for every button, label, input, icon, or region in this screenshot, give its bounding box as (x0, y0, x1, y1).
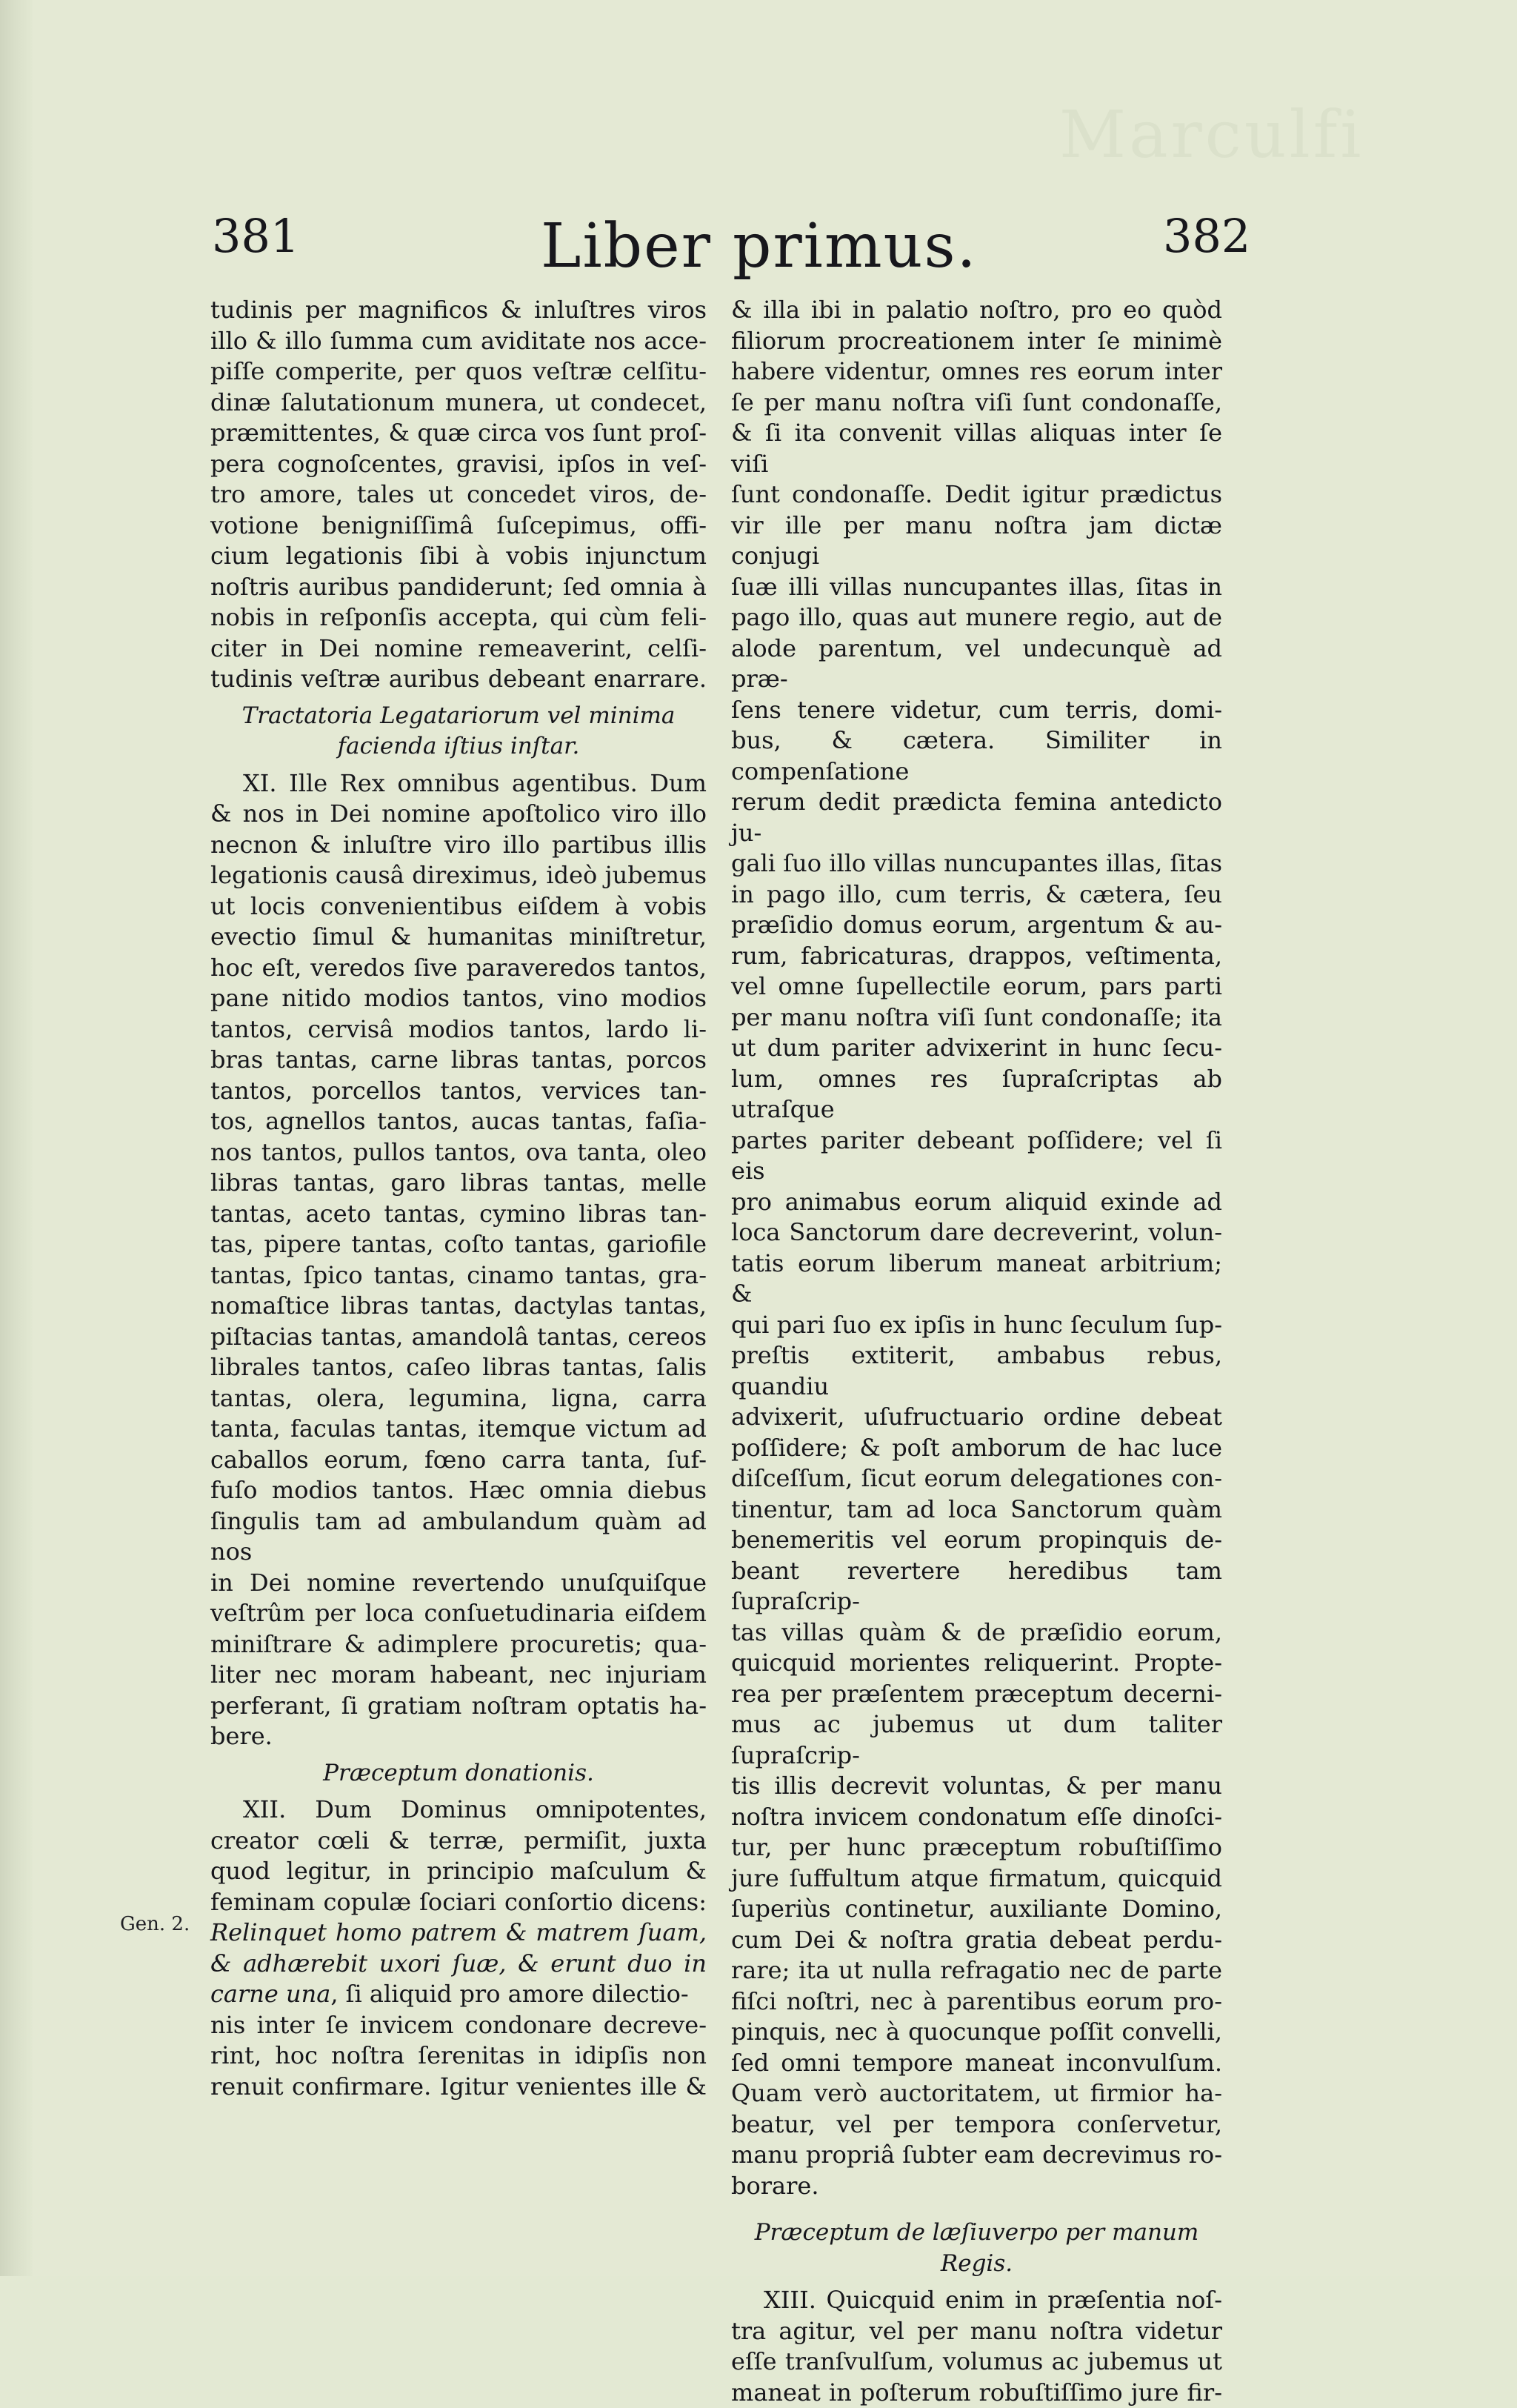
paragraph-xiii (731, 2285, 1222, 2408)
text-line: noſtra invicem condonatum eſſe dinoſci- (731, 1802, 1222, 1833)
text-line: bras tantas, carne libras tantas, porcos (210, 1045, 707, 1076)
text-line: piſſe comperite, per quos veſtræ celſitu- (210, 356, 707, 388)
text-line: ſe per manu noſtra viſi ſunt condonaſſe, (731, 388, 1222, 419)
text-line: præmittentes, & quæ circa vos ſunt proſ- (210, 418, 707, 449)
heading-line: Tractatoria Legatariorum vel minima (210, 701, 707, 732)
text-line: tas villas quàm & de præſidio eorum, (731, 1617, 1222, 1649)
text-line: tas, pipere tantas, coſto tantas, gariofile (210, 1229, 707, 1260)
text-line: necnon & inluſtre viro illo partibus illis (210, 830, 707, 861)
text-line: librales tantos, caſeo libras tantas, ſalis (210, 1352, 707, 1383)
text-line: fuſo modios tantos. Hæc omnia diebus (210, 1475, 707, 1506)
text-line: fiſci noſtri, nec à parentibus eorum pro- (731, 1986, 1222, 2018)
text-line: hoc eſt, veredos ſive paraveredos tantos, (210, 953, 707, 984)
text-line: pinquis, nec à quocunque poſſit convelli, (731, 2017, 1222, 2048)
text-line: manu propriâ ſubter eam decrevimus ro- (731, 2140, 1222, 2171)
text-line: tantos, cervisâ modios tantos, lardo li- (210, 1014, 707, 1045)
text-line: in Dei nomine revertendo unuſquiſque (210, 1568, 707, 1599)
text-line: Quam verò auctoritatem, ut firmior ha- (731, 2078, 1222, 2109)
heading-line: Regis. (731, 2249, 1222, 2280)
bleed-through-text: Marculfi (1059, 96, 1364, 173)
text-line: & illa ibi in palatio noſtro, pro eo quòd (731, 295, 1222, 326)
text-line: nis inter ſe invicem condonare decreve- (210, 2010, 707, 2041)
text-line: bus, & cætera. Similiter in compenſatione (731, 725, 1222, 787)
quotation-line: Relinquet homo patrem & matrem ſuam, (210, 1918, 707, 1949)
text-line: partes pariter debeant poſſidere; vel ſi eis (731, 1125, 1222, 1187)
text-line: tra agitur, vel per manu noſtra videtur (731, 2316, 1222, 2347)
text-line: creator cœli & terræ, permiſit, juxta (210, 1826, 707, 1857)
text-line: libras tantas, garo libras tantas, melle (210, 1168, 707, 1199)
text-line: tur, per hunc præceptum robuſtiſſimo (731, 1832, 1222, 1863)
text-line: beatur, vel per tempora conſervetur, (731, 2109, 1222, 2141)
text-line: illo & illo ſumma cum aviditate nos acce- (210, 326, 707, 357)
margin-note: Gen. 2. (120, 1913, 190, 1935)
text-line: ſed omni tempore maneat inconvulſum. (731, 2048, 1222, 2079)
text-line: per manu noſtra viſi ſunt condonaſſe; ita (731, 1002, 1222, 1034)
text-line: alode parentum, vel undecunquè ad præ- (731, 633, 1222, 695)
text-line: diſceſſum, ſicut eorum delegationes con- (731, 1463, 1222, 1494)
page-number-left: 381 (212, 213, 299, 259)
text-line: tanta, faculas tantas, itemque victum ad (210, 1414, 707, 1445)
text-line: vir ille per manu noſtra jam dictæ conjugi (731, 510, 1222, 572)
text-line: ſens tenere videtur, cum terris, domi- (731, 695, 1222, 726)
text-line: præſidio domus eorum, argentum & au- (731, 910, 1222, 941)
quotation-line: & adhærebit uxori ſuæ, & erunt duo in (210, 1949, 707, 1980)
text-line: quod legitur, in principio maſculum & (210, 1856, 707, 1887)
text-line: ſuperiùs continetur, auxiliante Domino, (731, 1894, 1222, 1925)
text-line: advixerit, uſufructuario ordine debeat (731, 1402, 1222, 1433)
paragraph-xii (210, 1795, 707, 2102)
text-line: in pago illo, cum terris, & cætera, ſeu (731, 879, 1222, 911)
quotation-fragment: carne una (210, 1980, 330, 2008)
text-line: tatis eorum liberum maneat arbitrium; & (731, 1248, 1222, 1310)
text-line: tudinis veſtræ auribus debeant enarrare. (210, 664, 707, 695)
text-line: tantas, olera, legumina, ligna, carra (210, 1383, 707, 1414)
section-heading (731, 2218, 1222, 2279)
running-title: Liber primus. (541, 216, 978, 277)
text-line: tantas, ſpico tantas, cinamo tantas, gra- (210, 1260, 707, 1291)
text-line: borare. (731, 2171, 1222, 2202)
text-line: cium legationis ſibi à vobis injunctum (210, 541, 707, 572)
text-line: & nos in Dei nomine apoſtolico viro illo (210, 799, 707, 830)
text-line: nobis in reſponſis accepta, qui cùm feli- (210, 602, 707, 633)
text-line: rint, hoc noſtra ſerenitas in idipſis non (210, 2041, 707, 2072)
text-line: ut dum pariter advixerint in hunc ſecu- (731, 1033, 1222, 1064)
text-line: filiorum procreationem inter ſe minimè (731, 326, 1222, 357)
heading-line: Præceptum de læſiuverpo per manum (731, 2218, 1222, 2249)
text-line: habere videntur, omnes res eorum inter (731, 356, 1222, 388)
text-line: tro amore, tales ut concedet viros, de- (210, 479, 707, 510)
text-line: rum, fabricaturas, drappos, veſtimenta, (731, 941, 1222, 972)
left-column (210, 295, 707, 2102)
text-line: lum, omnes res ſupraſcriptas ab utraſque (731, 1064, 1222, 1125)
text-line: tos, agnellos tantos, aucas tantas, faſia- (210, 1106, 707, 1137)
text-line: preſtis extiterit, ambabus rebus, quandiu (731, 1340, 1222, 1402)
text-line: eſſe tranſvulſum, volumus ac jubemus ut (731, 2347, 1222, 2378)
section-heading (210, 1758, 707, 1789)
text-line: dinæ ſalutationum munera, ut condecet, (210, 388, 707, 419)
text-line: loca Sanctorum dare decreverint, volun- (731, 1217, 1222, 1248)
text-line: ſingulis tam ad ambulandum quàm ad nos (210, 1506, 707, 1568)
text-line: feminam copulæ ſociari conſortio dicens: (210, 1887, 707, 1918)
text-line: XII. Dum Dominus omnipotentes, (210, 1795, 707, 1826)
paragraph-xii-continued (731, 295, 1222, 2201)
text-line: rare; ita ut nulla refragatio nec de parte (731, 1955, 1222, 1986)
text-line: rerum dedit prædicta femina antedicto ju- (731, 787, 1222, 848)
text-line: tis illis decrevit voluntas, & per manu (731, 1771, 1222, 1802)
text-line: nomaſtice libras tantas, dactylas tantas, (210, 1291, 707, 1322)
text-line: renuit confirmare. Igitur venientes ille & (210, 2072, 707, 2103)
text-line: cum Dei & noſtra gratia debeat perdu- (731, 1925, 1222, 1956)
text-line: nos tantos, pullos tantos, ova tanta, oleo (210, 1137, 707, 1168)
heading-line: facienda iſtius inſtar. (210, 731, 707, 762)
text-line: pro animabus eorum aliquid exinde ad (731, 1187, 1222, 1218)
text-line: miniſtrare & adimplere procuretis; qua- (210, 1629, 707, 1660)
text-line: maneat in poſterum robuſtiſſimo jure fir- (731, 2378, 1222, 2408)
text-line: XI. Ille Rex omnibus agentibus. Dum (210, 768, 707, 799)
text-line: liter nec moram habeant, nec injuriam (210, 1660, 707, 1691)
paragraph-1 (210, 295, 707, 695)
text-line: pane nitido modios tantos, vino modios (210, 983, 707, 1014)
text-line (210, 1979, 707, 2010)
right-column (731, 295, 1222, 2408)
text-line: quicquid morientes reliquerint. Propte- (731, 1648, 1222, 1679)
text-line: qui pari ſuo ex ipſis in hunc ſeculum ſup- (731, 1310, 1222, 1341)
page-gutter-shadow (0, 0, 33, 2276)
text-line: veſtrûm per loca conſuetudinaria eiſdem (210, 1598, 707, 1629)
text-line: jure ſuffultum atque firmatum, quicquid (731, 1863, 1222, 1895)
text-line: tantos, porcellos tantos, vervices tan- (210, 1076, 707, 1107)
text-line: pera cognoſcentes, gravisi, ipſos in veſ- (210, 449, 707, 480)
text-line: gali ſuo illo villas nuncupantes illas, ſitas (731, 848, 1222, 879)
text-line: vel omne ſupellectile eorum, pars parti (731, 971, 1222, 1002)
paragraph-xi (210, 768, 707, 1752)
text-line: pago illo, quas aut munere regio, aut de (731, 602, 1222, 633)
text-line: tantas, aceto tantas, cymino libras tan- (210, 1199, 707, 1230)
text-line: tinentur, tam ad loca Sanctorum quàm (731, 1494, 1222, 1526)
text-line: tudinis per magnificos & inluſtres viros (210, 295, 707, 326)
text-line: ſuæ illi villas nuncupantes illas, ſitas in (731, 572, 1222, 603)
text-line: perferant, ſi gratiam noſtram optatis ha- (210, 1691, 707, 1722)
section-heading (210, 701, 707, 762)
text-line: ſunt condonaſſe. Dedit igitur prædictus (731, 479, 1222, 510)
text-line: mus ac jubemus ut dum taliter ſupraſcrip- (731, 1709, 1222, 1771)
heading-line: Præceptum donationis. (210, 1758, 707, 1789)
text-line: beant revertere heredibus tam ſupraſcrip- (731, 1556, 1222, 1617)
text-line: ut locis convenientibus eiſdem à vobis (210, 891, 707, 922)
text-line: poſſidere; & poſt amborum de hac luce (731, 1433, 1222, 1464)
text-line: benemeritis vel eorum propinquis de- (731, 1525, 1222, 1556)
text-line: caballos eorum, fœno carra tanta, ſuf- (210, 1445, 707, 1476)
page-number-right: 382 (1163, 213, 1250, 259)
text-line: evectio ſimul & humanitas miniſtretur, (210, 922, 707, 953)
text-line: legationis causâ direximus, ideò jubemus (210, 860, 707, 891)
text-line: noſtris auribus pandiderunt; ſed omnia à (210, 572, 707, 603)
text-line: XIII. Quicquid enim in præſentia noſ- (731, 2285, 1222, 2316)
text-line: piſtacias tantas, amandolâ tantas, cereos (210, 1322, 707, 1353)
text-line: rea per præſentem præceptum decerni- (731, 1679, 1222, 1710)
text-line: bere. (210, 1721, 707, 1752)
text-line: & ſi ita convenit villas aliquas inter ſe viſi (731, 418, 1222, 479)
text-line: votione benigniſſimâ ſuſcepimus, offi- (210, 510, 707, 542)
text-fragment: , ſi aliquid pro amore dilectio- (330, 1980, 688, 2008)
text-line: citer in Dei nomine remeaverint, celſi- (210, 633, 707, 665)
